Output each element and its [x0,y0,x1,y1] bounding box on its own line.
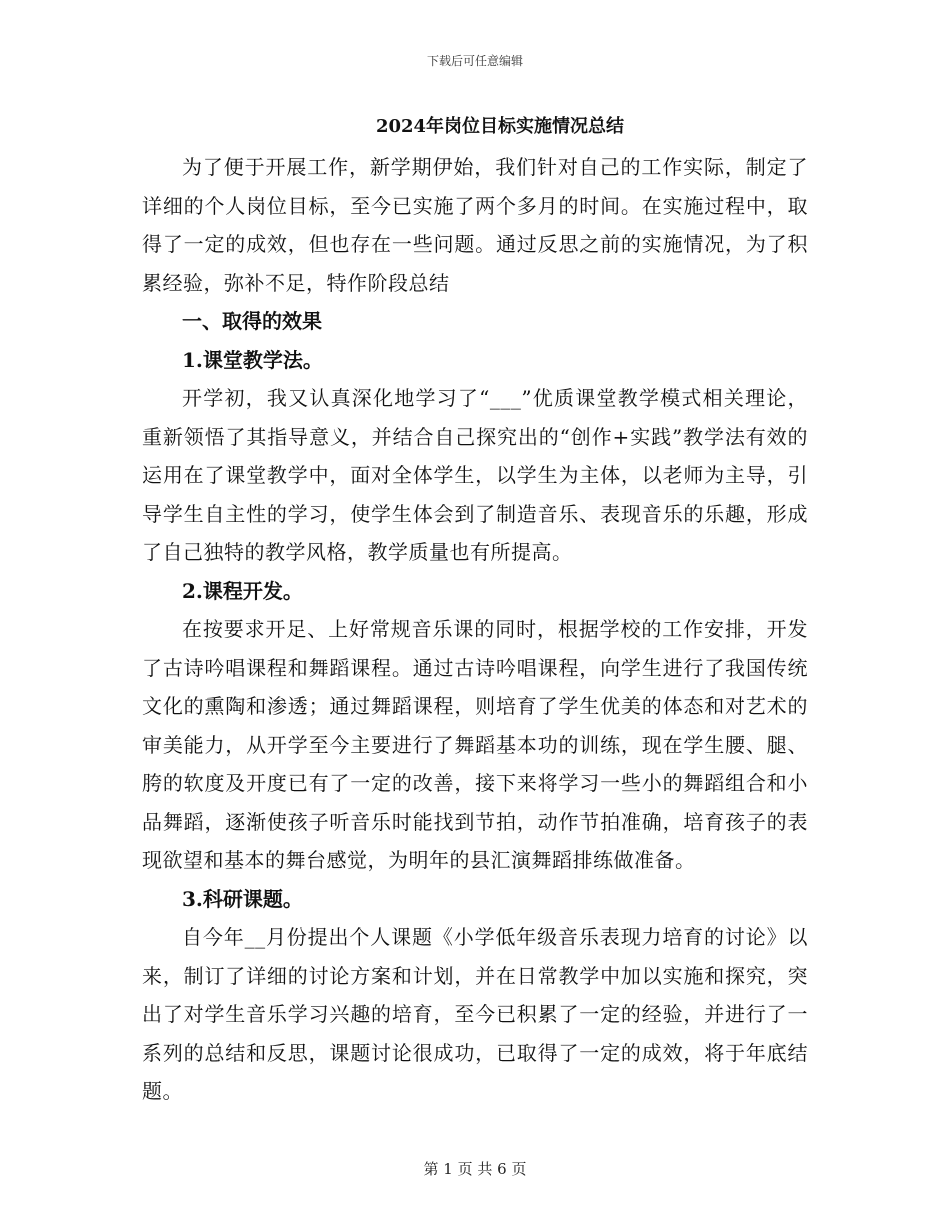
subheading-classroom-teaching: 1.课堂教学法。 [182,347,323,372]
paragraph-course-development: 在按要求开足、上好常规音乐课的同时，根据学校的工作安排，开发了古诗吟唱课程和舞蹈课程。通过古诗吟唱课程，向学生进行了我国传统文化的熏陶和渗透；通过舞蹈课程，则培育了学生优美的体态和对艺术的审美能力，从开学至今主要进行了舞蹈基本功的训练，现在学生腰、腿、胯的软度及开度已有了一定的改善，接下来将学习一些小的舞蹈组合和小品舞蹈，逐渐使孩子听音乐时能找到节拍，动作节拍准确，培育孩子的表现欲望和基本的舞台感觉，为明年的县汇演舞蹈排练做准备。 [142,617,808,872]
document-body [142,112,808,1111]
page-footer: 第 1 页 共 6 页 [423,1160,527,1178]
document-title: 2024年岗位目标实施情况总结 [375,116,625,137]
paragraph-classroom-teaching: 开学初，我又认真深化地学习了“___”优质课堂教学模式相关理论，重新领悟了其指导意义，并结合自己探究出的“创作+实践”教学法有效的运用在了课堂教学中，面对全体学生，以学生为主体，以老师为主导，引导学生自主性的学习，使学生体会到了制造音乐、表现音乐的乐趣，形成了自己独特的教学风格，教学质量也有所提高。 [142,386,808,564]
header-note: 下载后可任意编辑 [426,54,523,68]
subheading-research-project: 3.科研课题。 [182,886,303,911]
subheading-course-development: 2.课程开发。 [182,578,303,603]
intro-paragraph: 为了便于开展工作，新学期伊始，我们针对自己的工作实际，制定了详细的个人岗位目标，至今已实施了两个多月的时间。在实施过程中，取得了一定的成效，但也存在一些问题。通过反思之前的实施情况，为了积累经验，弥补不足，特作阶段总结 [142,155,808,295]
section-heading-results: 一、取得的效果 [182,309,322,333]
paragraph-research-project: 自今年__月份提出个人课题《小学低年级音乐表现力培育的讨论》以来，制订了详细的讨论方案和计划，并在日常教学中加以实施和探究，突出了对学生音乐学习兴趣的培育，至今已积累了一定的经验，并进行了一系列的总结和反思，课题讨论很成功，已取得了一定的成效，将于年底结题。 [142,925,808,1103]
